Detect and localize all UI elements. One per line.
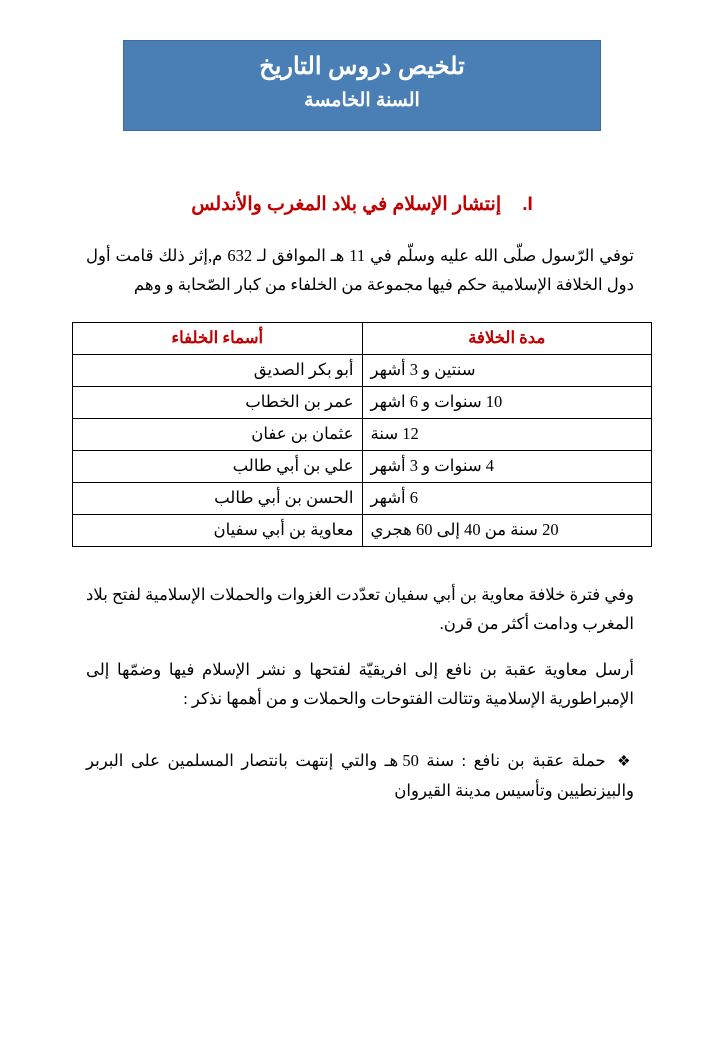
bullet-text: حملة عقبة بن نافع : سنة 50 هـ والتي إنتهت بانتصار المسلمين على البربر والبيزنطيين وتأسيس مدينة القيروان <box>86 751 634 801</box>
bullet-item <box>86 746 634 806</box>
paragraph-after-table-2: أرسل معاوية عقبة بن نافع إلى افريقيّة لفتحها و نشر الإسلام فيها وضمّها إلى الإمبراطورية الإسلامية وتتالت الفتوحات والحملات و من أهمها نذكر : <box>86 660 634 709</box>
column-header-duration: مدة الخلافة <box>362 322 652 354</box>
column-header-name: أسماء الخلفاء <box>73 322 363 354</box>
cell-duration: 6 أشهر <box>362 482 652 514</box>
paragraph-after-table-1: وفي فترة خلافة معاوية بن أبي سفيان تعدّدت الغزوات والحملات الإسلامية لفتح بلاد المغرب ودامت أكثر من قرن. <box>86 584 634 633</box>
document-page <box>0 40 724 1064</box>
table-row <box>73 450 652 482</box>
table-row <box>73 514 652 546</box>
cell-name: علي بن أبي طالب <box>73 450 363 482</box>
cell-name: عمر بن الخطاب <box>73 386 363 418</box>
paragraph-intro: توفي الرّسول صلّى الله عليه وسلّم في 11 هـ الموافق لـ 632 م,إثر ذلك قامت أول دول الخلافة الإسلامية حكم فيها مجموعة من الخلفاء من كبار الصّحابة و وهم <box>86 245 634 294</box>
title-banner <box>123 40 601 131</box>
cell-duration: سنتين و 3 أشهر <box>362 354 652 386</box>
table-row <box>73 354 652 386</box>
cell-name: معاوية بن أبي سفيان <box>73 514 363 546</box>
cell-name: أبو بكر الصديق <box>73 354 363 386</box>
cell-name: الحسن بن أبي طالب <box>73 482 363 514</box>
cell-duration: 10 سنوات و 6 اشهر <box>362 386 652 418</box>
diamond-bullet-icon: ❖ <box>617 754 635 771</box>
cell-duration: 20 سنة من 40 إلى 60 هجري <box>362 514 652 546</box>
document-subtitle: السنة الخامسة <box>304 90 420 112</box>
table-row <box>73 482 652 514</box>
section-heading <box>72 193 652 216</box>
table-row <box>73 418 652 450</box>
table-header-row <box>73 322 652 354</box>
caliphs-table <box>72 322 652 547</box>
section-number: I. <box>522 193 533 215</box>
cell-name: عثمان بن عفان <box>73 418 363 450</box>
cell-duration: 12 سنة <box>362 418 652 450</box>
table-row <box>73 386 652 418</box>
document-title: تلخيص دروس التاريخ <box>259 53 465 80</box>
cell-duration: 4 سنوات و 3 أشهر <box>362 450 652 482</box>
section-heading-text: إنتشار الإسلام في بلاد المغرب والأندلس <box>191 193 502 215</box>
